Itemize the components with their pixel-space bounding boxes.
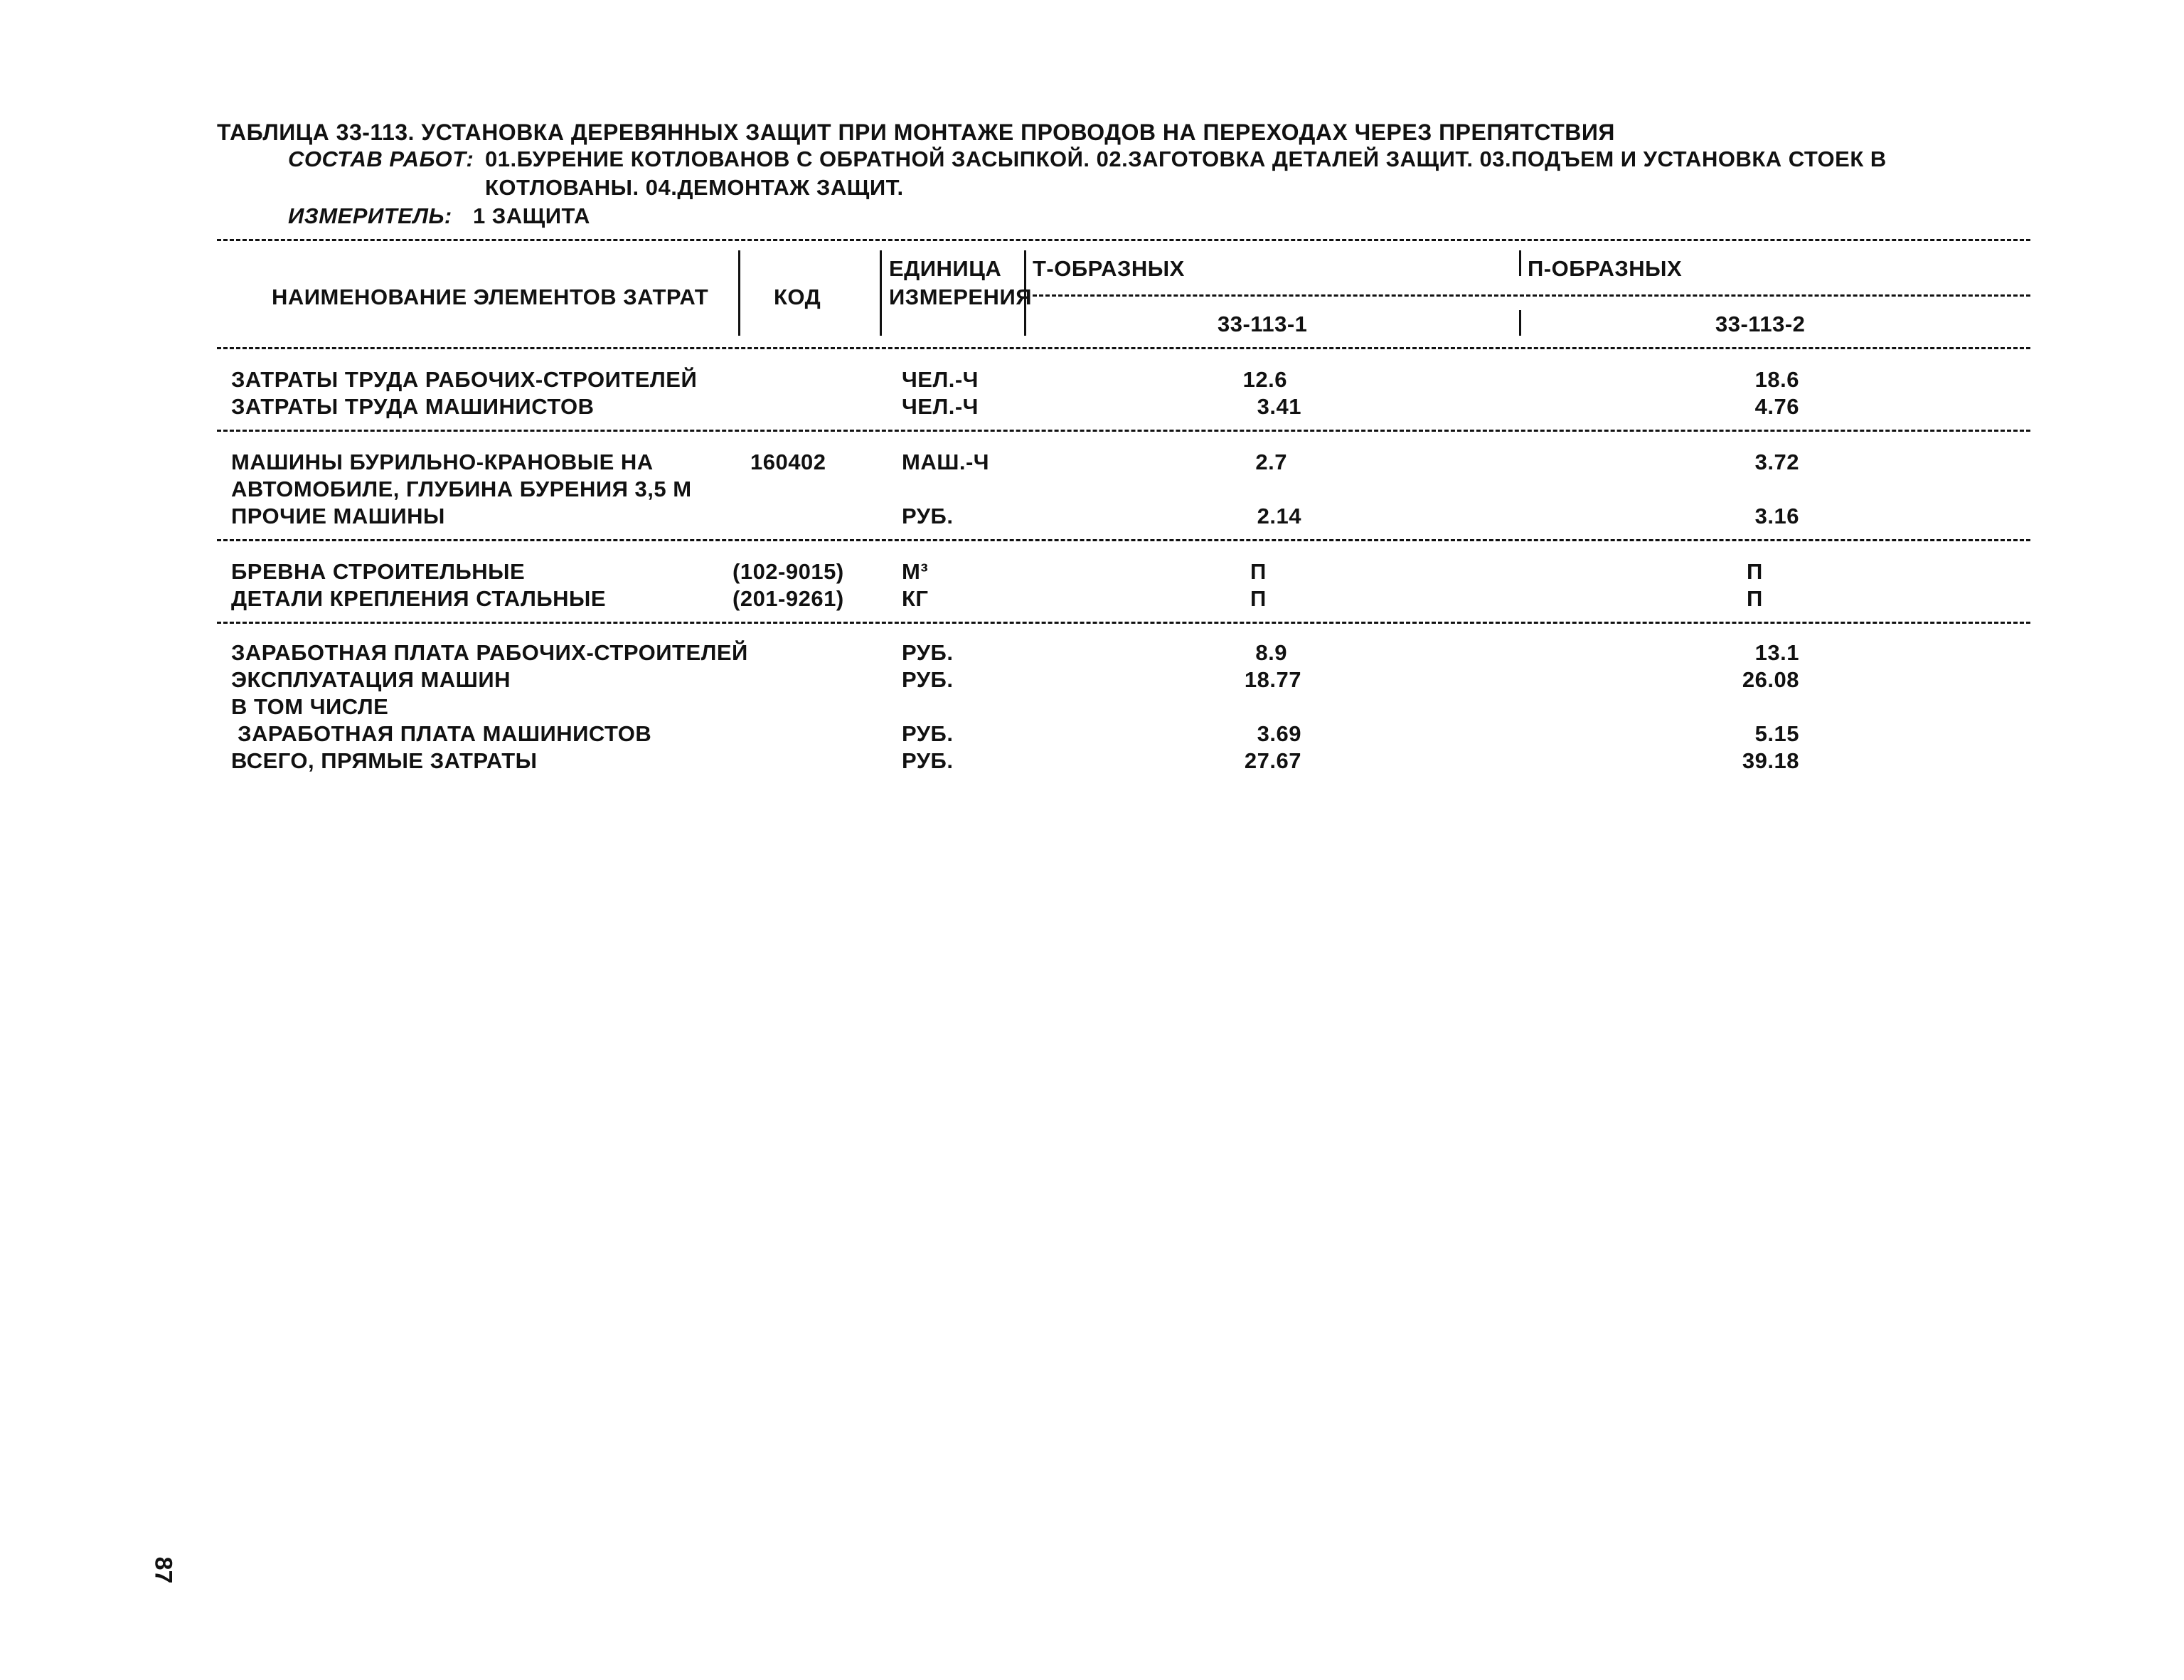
measure-value: 1 ЗАЩИТА: [473, 203, 590, 228]
row-value-2: П: [1747, 559, 1763, 584]
table-title: ТАБЛИЦА 33-113. УСТАНОВКА ДЕРЕВЯННЫХ ЗАЩИТ ПРИ МОНТАЖЕ ПРОВОДОВ НА ПЕРЕХОДАХ ЧЕРЕЗ ПРЕПЯТСТВИЯ: [217, 119, 1615, 145]
row-value-2: 26.08: [1742, 667, 1799, 692]
row-value-2: 39.18: [1742, 748, 1799, 773]
row-value-1: 3.41: [1257, 394, 1301, 419]
row-unit: РУБ.: [902, 640, 954, 665]
col-separator: [738, 250, 740, 336]
rule-section: [217, 622, 2030, 624]
row-unit: РУБ.: [902, 667, 954, 692]
row-name: ВСЕГО, ПРЯМЫЕ ЗАТРАТЫ: [231, 748, 538, 773]
row-unit: М³: [902, 559, 929, 584]
col-separator: [880, 250, 882, 336]
row-unit: ЧЕЛ.-Ч: [902, 394, 979, 419]
measure-label: ИЗМЕРИТЕЛЬ:: [288, 203, 452, 228]
row-value-2: П: [1747, 586, 1763, 611]
page-number: 87: [149, 1556, 177, 1584]
header-group-t: Т-ОБРАЗНЫХ: [1033, 256, 1185, 281]
row-name: ПРОЧИЕ МАШИНЫ: [231, 504, 445, 528]
row-value-1: 2.7: [1255, 450, 1287, 474]
row-value-2: 4.76: [1754, 394, 1799, 419]
row-name: ЗАТРАТЫ ТРУДА РАБОЧИХ-СТРОИТЕЛЕЙ: [231, 367, 698, 392]
col-separator: [1519, 250, 1521, 276]
header-col-1: 33-113-1: [1218, 312, 1308, 336]
row-name: БРЕВНА СТРОИТЕЛЬНЫЕ: [231, 559, 526, 584]
rule-section: [217, 539, 2030, 541]
header-group-p: П-ОБРАЗНЫХ: [1528, 256, 1683, 281]
row-code: (201-9261): [733, 586, 844, 611]
row-name: В ТОМ ЧИСЛЕ: [231, 694, 389, 719]
row-name: ЭКСПЛУАТАЦИЯ МАШИН: [231, 667, 511, 692]
row-value-2: 3.16: [1754, 504, 1799, 528]
row-value-1: 3.69: [1257, 721, 1301, 746]
row-name: ДЕТАЛИ КРЕПЛЕНИЯ СТАЛЬНЫЕ: [231, 586, 607, 611]
rule-top: [217, 239, 2030, 241]
row-unit: РУБ.: [902, 748, 954, 773]
row-value-2: 3.72: [1754, 450, 1799, 474]
row-value-1: П: [1250, 586, 1267, 611]
row-name: ЗАРАБОТНАЯ ПЛАТА РАБОЧИХ-СТРОИТЕЛЕЙ: [231, 640, 748, 665]
row-value-2: 5.15: [1754, 721, 1799, 746]
header-unit-line1: ЕДИНИЦА: [889, 256, 1002, 281]
rule-header-bottom: [217, 347, 2030, 349]
header-name: НАИМЕНОВАНИЕ ЭЛЕМЕНТОВ ЗАТРАТ: [272, 285, 709, 309]
composition-line-2: КОТЛОВАНЫ. 04.ДЕМОНТАЖ ЗАЩИТ.: [485, 175, 904, 200]
row-unit: ЧЕЛ.-Ч: [902, 367, 979, 392]
composition-line-1: 01.БУРЕНИЕ КОТЛОВАНОВ С ОБРАТНОЙ ЗАСЫПКОЙ. 02.ЗАГОТОВКА ДЕТАЛЕЙ ЗАЩИТ. 03.ПОДЪЕМ И УСТАНОВКА СТОЕК В: [485, 147, 1887, 171]
header-code: КОД: [774, 285, 821, 309]
row-name: ЗАРАБОТНАЯ ПЛАТА МАШИНИСТОВ: [231, 721, 652, 746]
row-unit: КГ: [902, 586, 929, 611]
row-unit: РУБ.: [902, 721, 954, 746]
header-unit-line2: ИЗМЕРЕНИЯ: [889, 285, 1033, 309]
row-value-2: 13.1: [1754, 640, 1799, 665]
row-name: МАШИНЫ БУРИЛЬНО-КРАНОВЫЕ НА: [231, 450, 654, 474]
composition-label: СОСТАВ РАБОТ:: [288, 147, 474, 171]
header-col-2: 33-113-2: [1715, 312, 1806, 336]
row-value-2: 18.6: [1754, 367, 1799, 392]
row-code: 160402: [750, 450, 826, 474]
row-value-1: 12.6: [1242, 367, 1287, 392]
rule-section: [217, 430, 2030, 432]
row-value-1: П: [1250, 559, 1267, 584]
row-code: (102-9015): [733, 559, 844, 584]
row-value-1: 8.9: [1255, 640, 1287, 665]
row-unit: МАШ.-Ч: [902, 450, 990, 474]
row-unit: РУБ.: [902, 504, 954, 528]
rule-header-mid: [1033, 294, 2030, 297]
row-value-1: 2.14: [1257, 504, 1301, 528]
row-name: АВТОМОБИЛЕ, ГЛУБИНА БУРЕНИЯ 3,5 М: [231, 477, 692, 501]
col-separator: [1519, 310, 1521, 336]
row-value-1: 18.77: [1244, 667, 1301, 692]
row-name: ЗАТРАТЫ ТРУДА МАШИНИСТОВ: [231, 394, 595, 419]
row-value-1: 27.67: [1244, 748, 1301, 773]
